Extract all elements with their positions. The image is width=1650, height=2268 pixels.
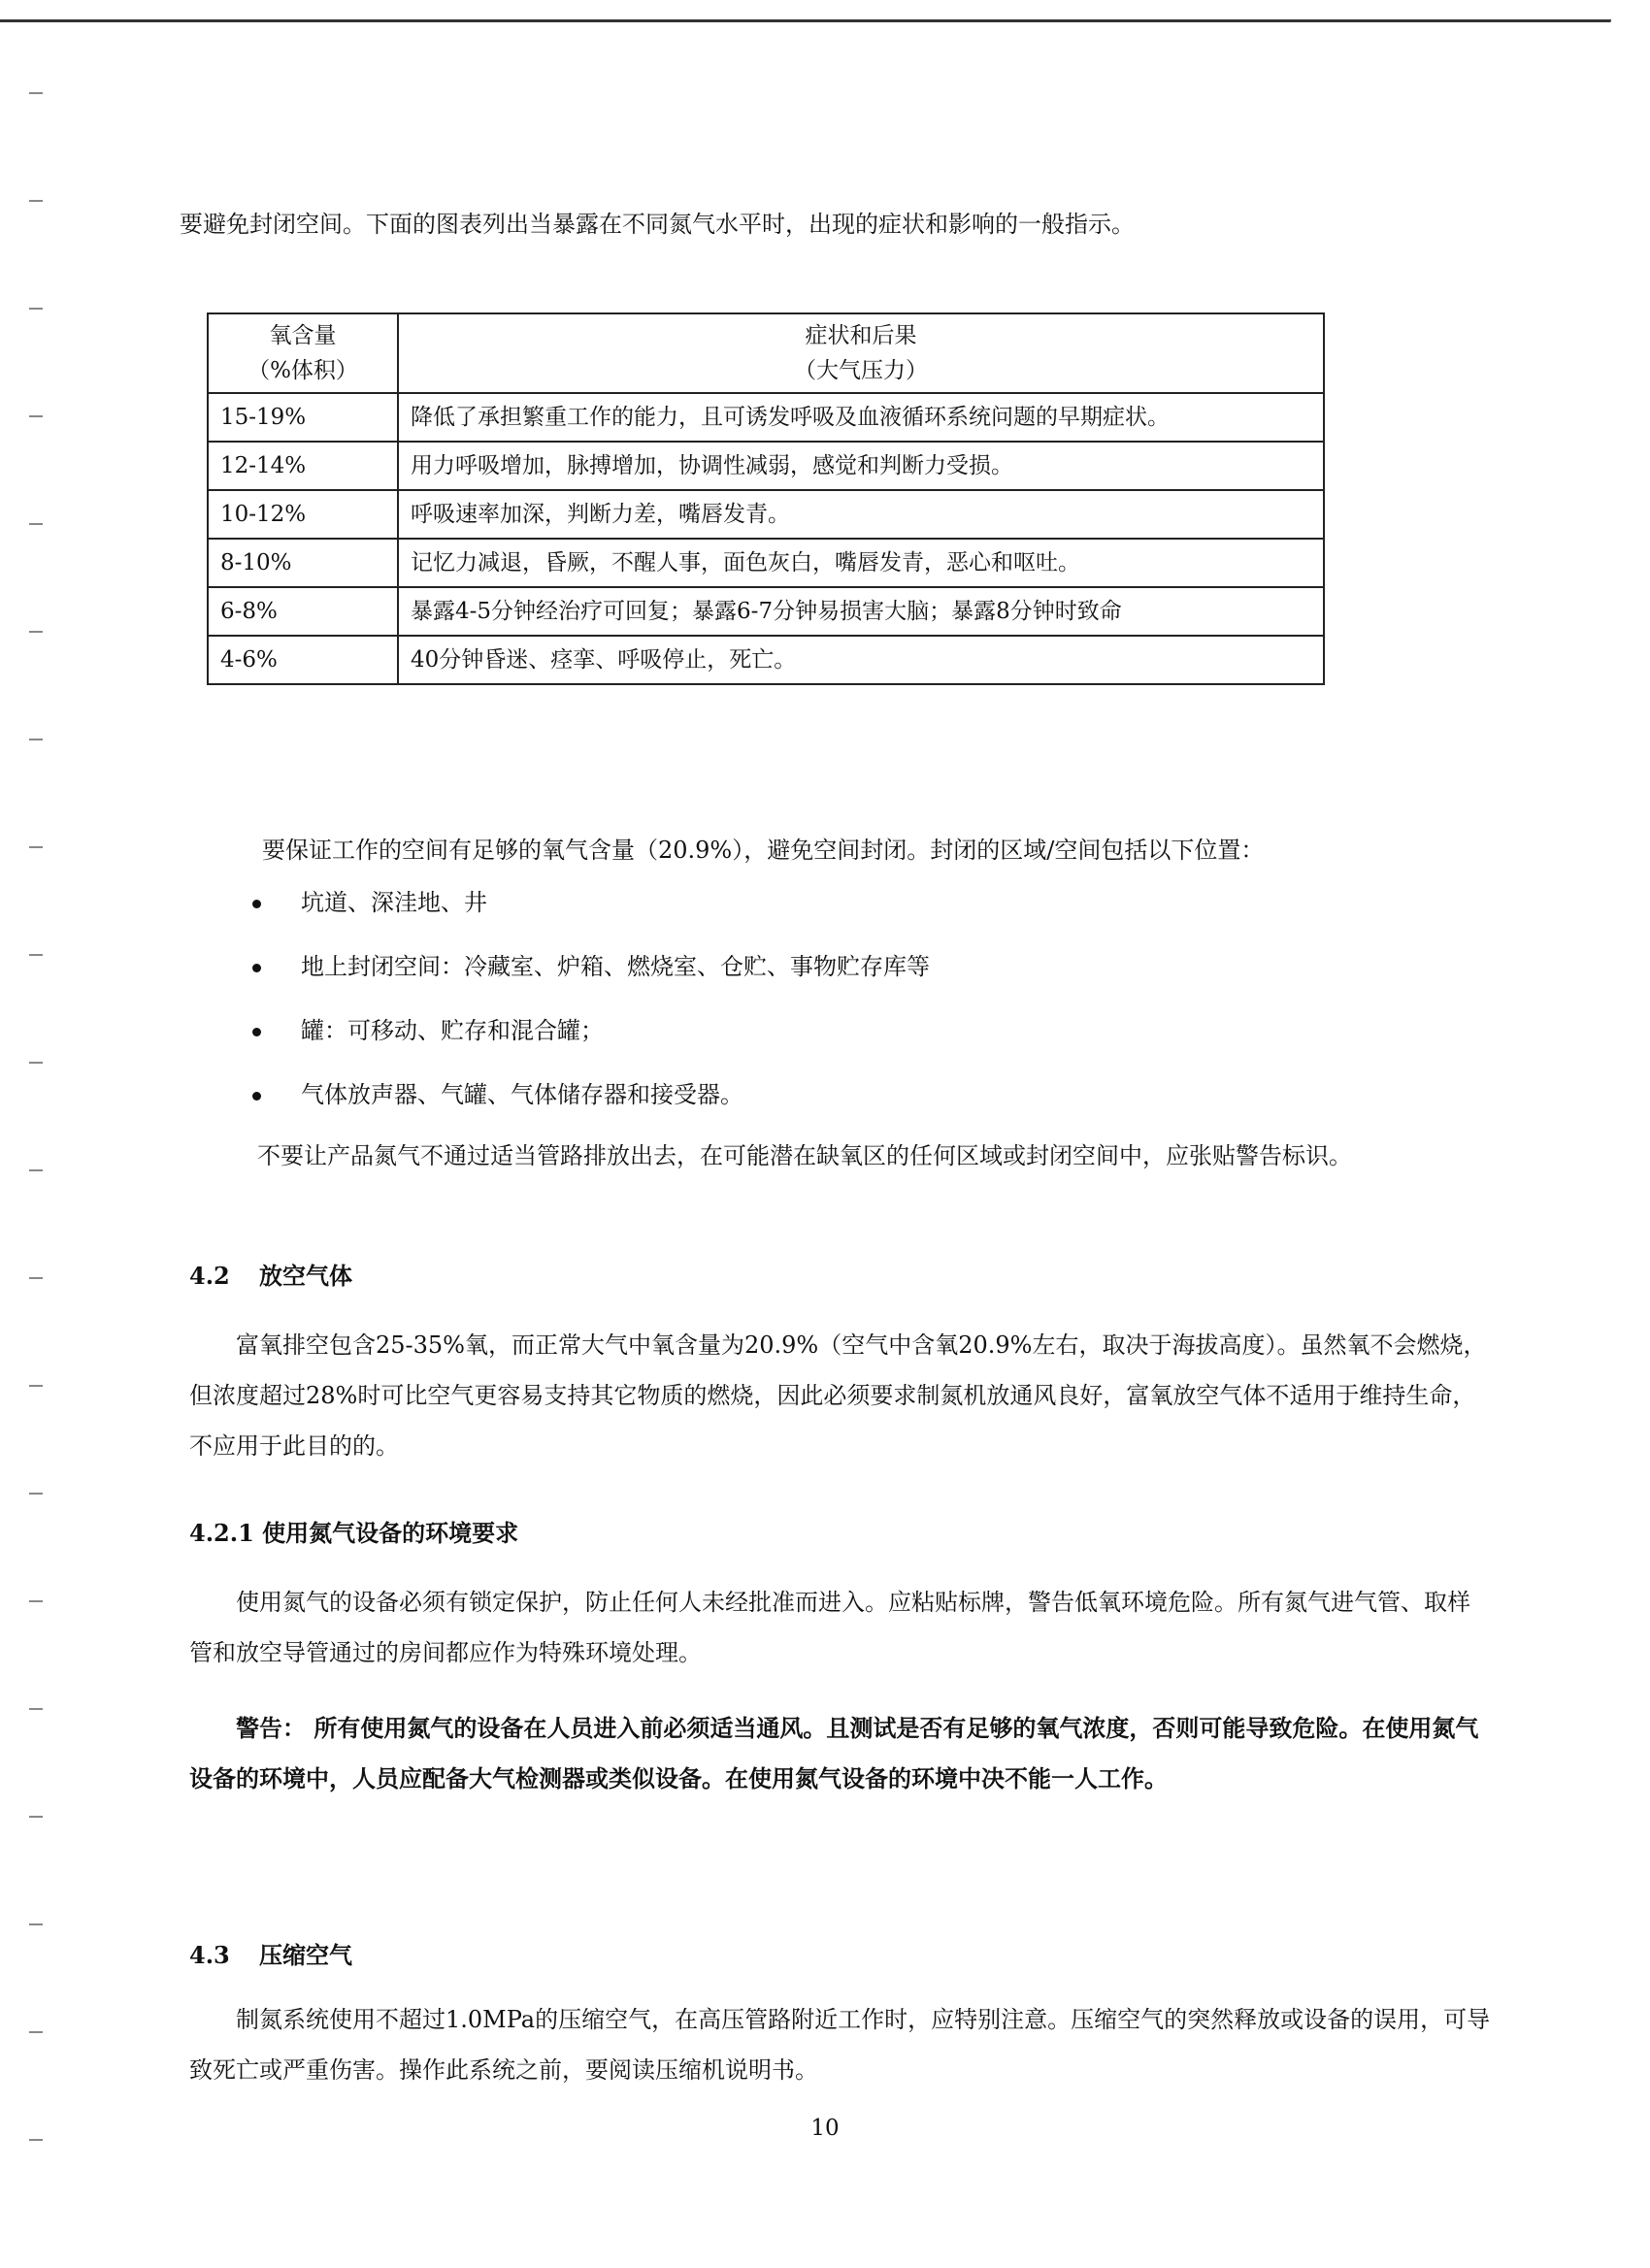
oxygen-symptom-table xyxy=(207,312,1325,685)
scan-edge-line xyxy=(0,19,1611,26)
section-4-2-body: 富氧排空包含25-35%氧，而正常大气中氧含量为20.9%（空气中含氧20.9%左右，取决于海拔高度）。虽然氧不会燃烧，但浓度超过28%时可比空气更容易支持其它物质的燃烧，因此必须要求制氮机放通风良好，富氧放空气体不适用于维持生命，不应用于此目的的。 xyxy=(189,1331,1487,1460)
table-row xyxy=(208,587,1324,636)
list-item: 罐：可移动、贮存和混合罐； xyxy=(243,1009,930,1053)
symptom-cell: 记忆力减退，昏厥，不醒人事，面色灰白，嘴唇发青，恶心和呕吐。 xyxy=(398,539,1324,587)
symptom-cell: 用力呼吸增加，脉搏增加，协调性减弱，感觉和判断力受损。 xyxy=(398,442,1324,490)
oxygen-level-cell: 12-14% xyxy=(208,442,398,490)
section-4-3-body: 制氮系统使用不超过1.0MPa的压缩空气，在高压管路附近工作时，应特别注意。压缩空气的突然释放或设备的误用，可导致死亡或严重伤害。操作此系统之前，要阅读压缩机说明书。 xyxy=(189,2006,1491,2084)
warning-sign-paragraph: 不要让产品氮气不通过适当管路排放出去，在可能潜在缺氧区的任何区域或封闭空间中，应张贴警告标识。 xyxy=(257,1142,1352,1169)
header-symptoms: 症状和后果 （大气压力） xyxy=(398,313,1324,393)
table-header-row xyxy=(208,313,1324,393)
binding-margin-marks xyxy=(29,92,43,2247)
table-row xyxy=(208,636,1324,684)
list-item: 地上封闭空间：冷藏室、炉箱、燃烧室、仓贮、事物贮存库等 xyxy=(243,945,930,989)
oxygen-level-cell: 4-6% xyxy=(208,636,398,684)
section-heading-4-2-1: 4.2.1 使用氮气设备的环境要求 xyxy=(189,1519,519,1547)
symptom-cell: 降低了承担繁重工作的能力，且可诱发呼吸及血液循环系统问题的早期症状。 xyxy=(398,393,1324,442)
oxygen-level-cell: 8-10% xyxy=(208,539,398,587)
oxygen-level-cell: 6-8% xyxy=(208,587,398,636)
symptom-cell: 40分钟昏迷、痉挛、呼吸停止，死亡。 xyxy=(398,636,1324,684)
symptom-cell: 暴露4-5分钟经治疗可回复；暴露6-7分钟易损害大脑；暴露8分钟时致命 xyxy=(398,587,1324,636)
enclosed-space-list xyxy=(243,881,930,1137)
section-4-2-1-body: 使用氮气的设备必须有锁定保护，防止任何人未经批准而进入。应粘贴标牌，警告低氧环境危险。所有氮气进气管、取样管和放空导管通过的房间都应作为特殊环境处理。 xyxy=(189,1589,1470,1666)
table-row xyxy=(208,539,1324,587)
intro-paragraph: 要避免封闭空间。下面的图表列出当暴露在不同氮气水平时，出现的症状和影响的一般指示。 xyxy=(180,211,1135,238)
section-4-2-1-warning: 警告： 所有使用氮气的设备在人员进入前必须适当通风。且测试是否有足够的氧气浓度，否则可能导致危险。在使用氮气设备的环境中，人员应配备大气检测器或类似设备。在使用氮气设备的环境中决不能一人工作。 xyxy=(189,1714,1479,1792)
oxygen-level-cell: 15-19% xyxy=(208,393,398,442)
list-item: 坑道、深洼地、井 xyxy=(243,881,930,925)
header-oxygen-content: 氧含量 （%体积） xyxy=(208,313,398,393)
table-row xyxy=(208,442,1324,490)
after-table-paragraph: 要保证工作的空间有足够的氧气含量（20.9%），避免空间封闭。封闭的区域/空间包括以下位置： xyxy=(262,837,1265,864)
oxygen-level-cell: 10-12% xyxy=(208,490,398,539)
table-row xyxy=(208,393,1324,442)
symptom-cell: 呼吸速率加深，判断力差，嘴唇发青。 xyxy=(398,490,1324,539)
section-heading-4-3: 4.3 压缩空气 xyxy=(189,1941,352,1969)
section-heading-4-2: 4.2 放空气体 xyxy=(189,1262,352,1290)
page-number: 10 xyxy=(810,2116,840,2141)
table-row xyxy=(208,490,1324,539)
list-item: 气体放声器、气罐、气体储存器和接受器。 xyxy=(243,1073,930,1117)
